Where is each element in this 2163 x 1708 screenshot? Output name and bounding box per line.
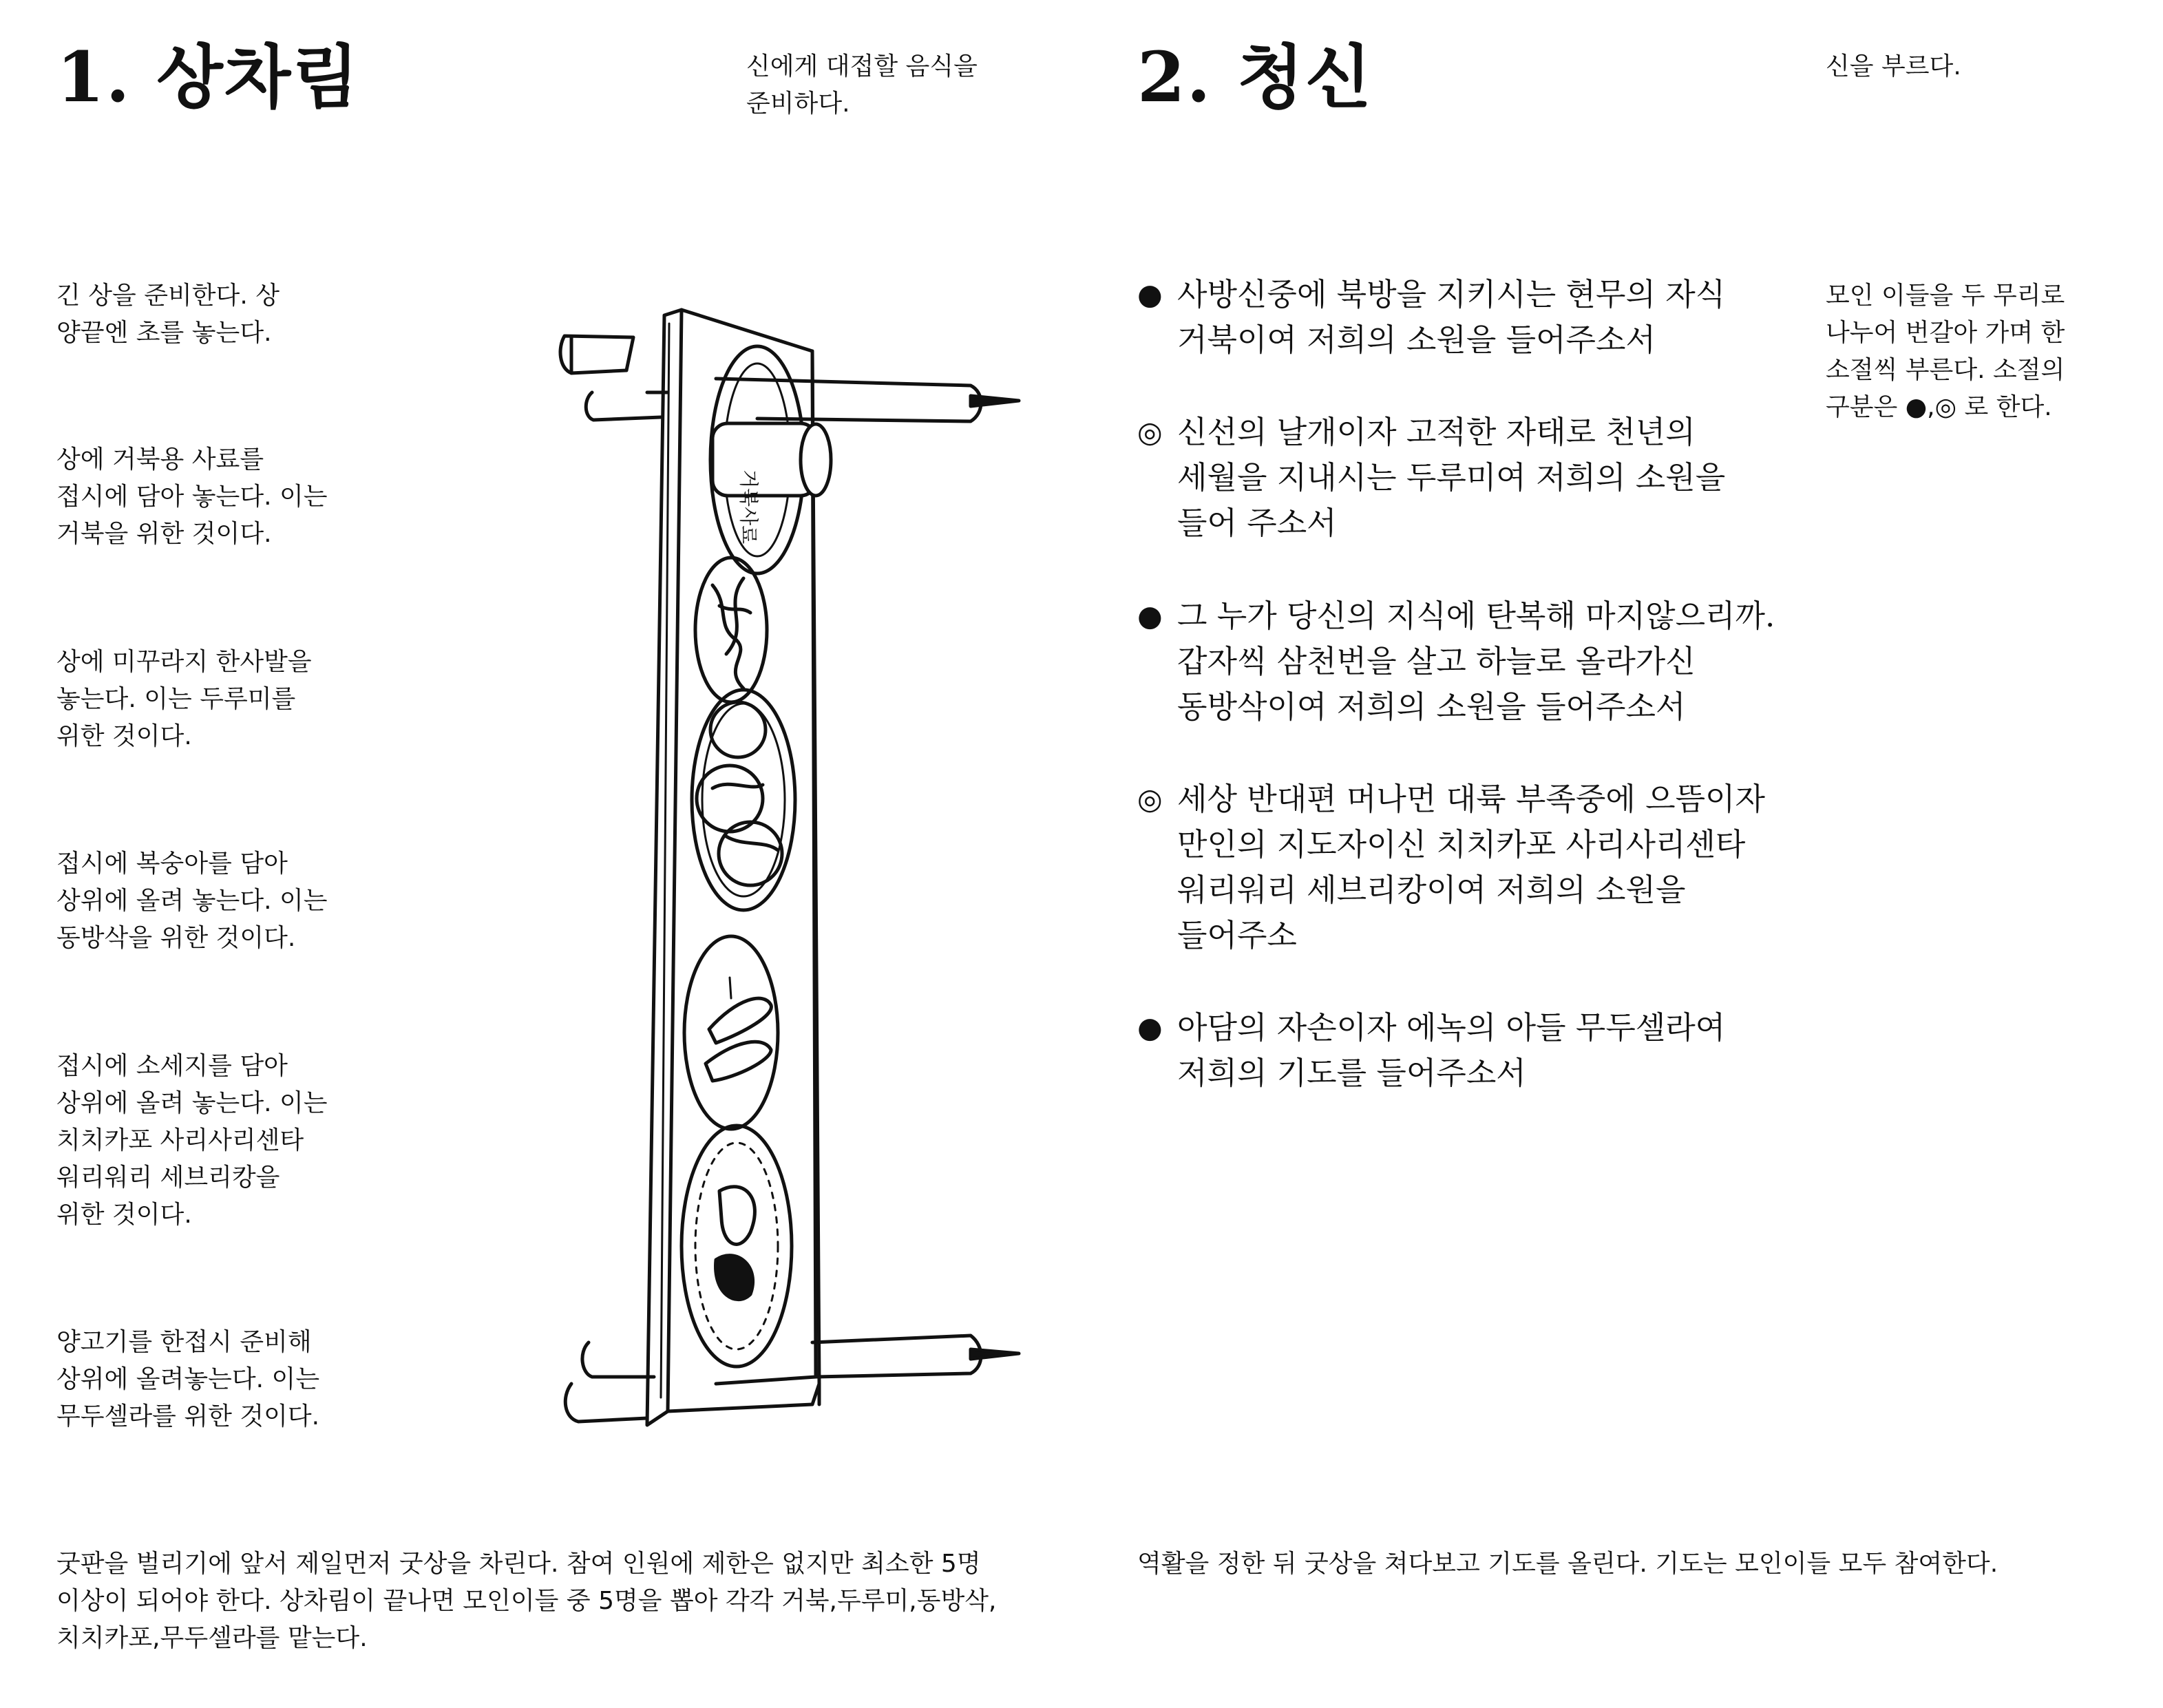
footer-line: 이상이 되어야 한다. 상차림이 끝나면 모인이들 중 5명을 뽑아 각각 거북,두루미,동방삭,: [56, 1587, 997, 1615]
footer-line: 굿판을 벌리기에 앞서 제일먼저 굿상을 차린다. 참여 인원에 제한은 없지만 최소한 5명: [56, 1550, 981, 1578]
section1-subtitle: [746, 48, 978, 123]
verse-bullet-icon: ●: [1137, 277, 1163, 311]
step-line: 상위에 올려 놓는다. 이는: [56, 887, 328, 915]
step-line: 양고기를 한접시 준비해: [56, 1328, 312, 1356]
step-line: 워리워리 세브리캉을: [56, 1163, 280, 1192]
verse-line: 그 누가 당신의 지식에 탄복해 마지않으리까.: [1177, 598, 1775, 634]
section2-title: 2. 청신: [1137, 36, 1373, 118]
note-line: 모인 이들을 두 무리로: [1826, 282, 2065, 310]
footer-line: 치치카포,무두셀라를 맡는다.: [56, 1624, 368, 1652]
loach-bowl: [695, 558, 767, 702]
step-table-candles: [56, 277, 279, 352]
verse-line: 동방삭이여 저희의 소원을 들어주소서: [1177, 688, 1686, 725]
step-line: 상에 거북용 사료를: [56, 445, 264, 474]
verse-line: 들어 주소서: [1177, 505, 1337, 541]
verse-line: 거북이여 저희의 소원을 들어주소서: [1177, 321, 1656, 358]
note-line: 구분은 ●,◎ 로 한다.: [1826, 393, 2052, 421]
step-peaches: [56, 845, 328, 957]
step-loach-bowl: [56, 644, 312, 755]
verse-line: 갑자씩 삼천번을 살고 하늘로 올라가신: [1177, 643, 1696, 679]
step-line: 무두셀라를 위한 것이다.: [56, 1402, 320, 1431]
step-line: 상에 미꾸라지 한사발을: [56, 648, 312, 676]
step-line: 거북을 위한 것이다.: [56, 520, 272, 548]
verse-dongbangsak: [1137, 593, 1893, 730]
verse-crane: [1137, 410, 1893, 546]
verse-line: 세상 반대편 머나먼 대륙 부족중에 으뜸이자: [1177, 781, 1765, 817]
lamb-dish: [682, 1126, 792, 1367]
step-line: 상위에 올려 놓는다. 이는: [56, 1089, 328, 1117]
verse-line: 사방신중에 북방을 지키시는 현무의 자식: [1177, 276, 1726, 313]
verse-methuselah: [1137, 1005, 1893, 1096]
step-line: 상위에 올려놓는다. 이는: [56, 1365, 320, 1393]
can-label: 거북사료: [737, 470, 760, 545]
note-line: 소절씩 부른다. 소절의: [1826, 356, 2065, 384]
step-line: 치치카포 사리사리센타: [56, 1126, 304, 1155]
section2-instructions: [1826, 277, 2065, 426]
step-sausages: [56, 1048, 328, 1234]
section2-subtitle: 신을 부르다.: [1826, 52, 1961, 81]
verse-double-circle-icon: ◎: [1137, 782, 1163, 816]
section1-subtitle-line: 준비하다.: [746, 89, 850, 118]
verse-line: 워리워리 세브리캉이여 저희의 소원을: [1177, 872, 1686, 908]
step-line: 긴 상을 준비한다. 상: [56, 282, 279, 310]
section1-footer: [56, 1546, 997, 1657]
verse-line: 들어주소: [1177, 917, 1297, 953]
step-line: 놓는다. 이는 두루미를: [56, 685, 296, 713]
note-line: 나누어 번갈아 가며 한: [1826, 319, 2065, 347]
sausage-dish: [684, 936, 778, 1129]
verse-bullet-icon: ●: [1137, 599, 1163, 633]
verse-double-circle-icon: ◎: [1137, 415, 1163, 449]
verse-line: 신선의 날개이자 고적한 자태로 천년의: [1177, 414, 1696, 450]
step-line: 접시에 담아 놓는다. 이는: [56, 483, 328, 511]
section1-subtitle-line: 신에게 대접할 음식을: [746, 52, 978, 81]
step-lamb: [56, 1324, 319, 1435]
step-line: 양끝엔 초를 놓는다.: [56, 319, 272, 347]
section1-title: 1. 상차림: [56, 36, 361, 118]
step-line: 동방삭을 위한 것이다.: [56, 924, 296, 952]
peach-dish: [692, 690, 795, 910]
step-line: 위한 것이다.: [56, 722, 192, 750]
step-turtle-food: [56, 441, 328, 553]
verse-line: 만인의 지도자이신 치치카포 사리사리센타: [1177, 826, 1746, 863]
section2-footer: 역활을 정한 뒤 굿상을 쳐다보고 기도를 올린다. 기도는 모인이들 모두 참여한다.: [1137, 1550, 1998, 1578]
verse-bullet-icon: ●: [1137, 1011, 1163, 1044]
verse-line: 세월을 지내시는 두루미여 저희의 소원을: [1177, 459, 1726, 496]
verse-turtle: [1137, 272, 1893, 363]
step-line: 접시에 복숭아를 담아: [56, 850, 288, 878]
verse-line: 아담의 자손이자 에녹의 아들 무두셀라여: [1177, 1009, 1726, 1046]
step-line: 접시에 소세지를 담아: [56, 1052, 288, 1080]
offering-table-illustration: [544, 282, 1040, 1439]
step-line: 위한 것이다.: [56, 1201, 192, 1229]
verse-chichikapo: [1137, 777, 1893, 958]
verse-line: 저희의 기도를 들어주소서: [1177, 1055, 1526, 1091]
